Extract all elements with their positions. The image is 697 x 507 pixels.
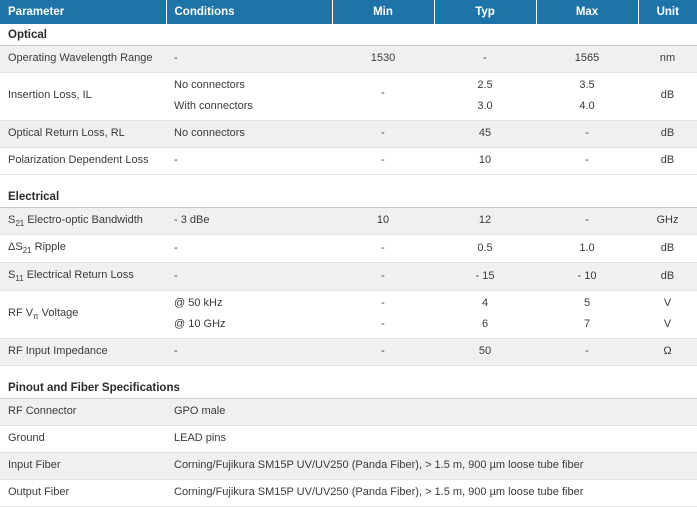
cell-min: - bbox=[332, 263, 434, 291]
cell-max: 1.0 bbox=[536, 235, 638, 263]
cell-max-line: 4.0 bbox=[579, 99, 595, 112]
cell-conditions: - bbox=[166, 263, 332, 291]
cell-max bbox=[536, 72, 638, 120]
cell-min: - bbox=[332, 120, 434, 147]
header-row bbox=[0, 0, 697, 24]
cell-unit: dB bbox=[638, 72, 697, 120]
cell-conditions: - bbox=[166, 235, 332, 263]
cell-typ bbox=[434, 291, 536, 339]
section-title: Optical bbox=[0, 24, 697, 46]
parameter-subscript: 21 bbox=[22, 246, 32, 256]
cell-parameter: RF Connector bbox=[0, 398, 166, 425]
cell-max-line: 7 bbox=[583, 317, 591, 330]
table-row bbox=[0, 452, 697, 479]
cell-parameter: Output Fiber bbox=[0, 479, 166, 506]
cell-value-full: LEAD pins bbox=[166, 425, 697, 452]
cell-typ: 10 bbox=[434, 147, 536, 174]
table-row bbox=[0, 207, 697, 235]
cell-parameter: Ground bbox=[0, 425, 166, 452]
cell-max-line: 5 bbox=[583, 297, 591, 310]
cell-min: - bbox=[332, 235, 434, 263]
table-row bbox=[0, 425, 697, 452]
cell-value-full: GPO male bbox=[166, 398, 697, 425]
cell-typ: 50 bbox=[434, 338, 536, 365]
table-row bbox=[0, 398, 697, 425]
cell-typ: 45 bbox=[434, 120, 536, 147]
cell-min: - bbox=[332, 147, 434, 174]
cell-conditions: - 3 dBe bbox=[166, 207, 332, 235]
cell-value-full: Corning/Fujikura SM15P UV/UV250 (Panda Fiber), > 1.5 m, 900 µm loose tube fiber bbox=[166, 452, 697, 479]
cell-typ: - 15 bbox=[434, 263, 536, 291]
cell-parameter: RF Input Impedance bbox=[0, 338, 166, 365]
table-body bbox=[0, 24, 697, 506]
cell-max: - bbox=[536, 120, 638, 147]
cell-typ: 12 bbox=[434, 207, 536, 235]
cell-unit: Ω bbox=[638, 338, 697, 365]
table-row bbox=[0, 235, 697, 263]
parameter-subscript: 21 bbox=[15, 218, 25, 228]
column-header-unit: Unit bbox=[638, 0, 697, 24]
cell-min bbox=[332, 72, 434, 120]
cell-typ: - bbox=[434, 46, 536, 73]
table-row bbox=[0, 291, 697, 339]
cell-parameter: $S_{11}$ Electrical Return Loss bbox=[0, 263, 166, 291]
table-row bbox=[0, 479, 697, 506]
cell-max-line: 3.5 bbox=[579, 78, 595, 91]
cell-max: - bbox=[536, 207, 638, 235]
parameter-subscript: 11 bbox=[15, 274, 24, 284]
spacer-cell bbox=[0, 174, 697, 186]
table-row bbox=[0, 120, 697, 147]
parameter-subscript: π bbox=[33, 312, 39, 322]
table-header bbox=[0, 0, 697, 24]
section-title: Pinout and Fiber Specifications bbox=[0, 377, 697, 399]
cell-min bbox=[332, 291, 434, 339]
cell-max: - bbox=[536, 147, 638, 174]
cell-parameter: $S_{21}$ Electro-optic Bandwidth bbox=[0, 207, 166, 235]
cell-min: 1530 bbox=[332, 46, 434, 73]
cell-conditions-line: No connectors bbox=[174, 78, 245, 91]
cell-min-line: - bbox=[381, 317, 385, 330]
cell-unit: dB bbox=[638, 235, 697, 263]
cell-unit-line: V bbox=[663, 297, 672, 310]
column-header-conditions: Conditions bbox=[166, 0, 332, 24]
cell-unit-line: V bbox=[663, 317, 672, 330]
cell-parameter: Insertion Loss, IL bbox=[0, 72, 166, 120]
section-header-pinout-and-fiber-specifications bbox=[0, 377, 697, 399]
table-row bbox=[0, 46, 697, 73]
cell-conditions-line: @ 10 GHz bbox=[174, 317, 226, 330]
cell-parameter: Polarization Dependent Loss bbox=[0, 147, 166, 174]
cell-unit: nm bbox=[638, 46, 697, 73]
cell-value-full: Corning/Fujikura SM15P UV/UV250 (Panda Fiber), > 1.5 m, 900 µm loose tube fiber bbox=[166, 479, 697, 506]
section-spacer bbox=[0, 174, 697, 186]
cell-conditions: - bbox=[166, 46, 332, 73]
cell-conditions bbox=[166, 291, 332, 339]
cell-max: - bbox=[536, 338, 638, 365]
cell-parameter: RF $V_\pi$ Voltage bbox=[0, 291, 166, 339]
cell-max bbox=[536, 291, 638, 339]
cell-parameter: Optical Return Loss, RL bbox=[0, 120, 166, 147]
section-title: Electrical bbox=[0, 186, 697, 208]
column-header-typ: Typ bbox=[434, 0, 536, 24]
cell-typ-line: 2.5 bbox=[477, 78, 493, 91]
table-row bbox=[0, 338, 697, 365]
cell-min: - bbox=[332, 338, 434, 365]
cell-unit bbox=[638, 291, 697, 339]
cell-conditions bbox=[166, 72, 332, 120]
cell-unit: GHz bbox=[638, 207, 697, 235]
section-header-optical bbox=[0, 24, 697, 46]
cell-typ-line: 6 bbox=[481, 317, 489, 330]
cell-min-line: - bbox=[381, 86, 385, 99]
cell-conditions: No connectors bbox=[166, 120, 332, 147]
column-header-min: Min bbox=[332, 0, 434, 24]
cell-typ bbox=[434, 72, 536, 120]
column-header-parameter: Parameter bbox=[0, 0, 166, 24]
cell-unit: dB bbox=[638, 263, 697, 291]
cell-parameter: Input Fiber bbox=[0, 452, 166, 479]
table-row bbox=[0, 72, 697, 120]
cell-typ-line: 4 bbox=[481, 297, 489, 310]
cell-max: 1565 bbox=[536, 46, 638, 73]
table-row bbox=[0, 263, 697, 291]
cell-min-line: - bbox=[381, 297, 385, 310]
cell-parameter: $\Delta S_{21}$ Ripple bbox=[0, 235, 166, 263]
cell-conditions: - bbox=[166, 338, 332, 365]
cell-conditions: - bbox=[166, 147, 332, 174]
cell-typ: 0.5 bbox=[434, 235, 536, 263]
cell-conditions-line: @ 50 kHz bbox=[174, 297, 223, 310]
section-spacer bbox=[0, 365, 697, 377]
cell-max: - 10 bbox=[536, 263, 638, 291]
column-header-max: Max bbox=[536, 0, 638, 24]
section-header-electrical bbox=[0, 186, 697, 208]
cell-min: 10 bbox=[332, 207, 434, 235]
cell-unit: dB bbox=[638, 120, 697, 147]
cell-unit: dB bbox=[638, 147, 697, 174]
table-row bbox=[0, 147, 697, 174]
cell-parameter: Operating Wavelength Range bbox=[0, 46, 166, 73]
cell-typ-line: 3.0 bbox=[477, 99, 493, 112]
spacer-cell bbox=[0, 365, 697, 377]
cell-conditions-line: With connectors bbox=[174, 99, 253, 112]
